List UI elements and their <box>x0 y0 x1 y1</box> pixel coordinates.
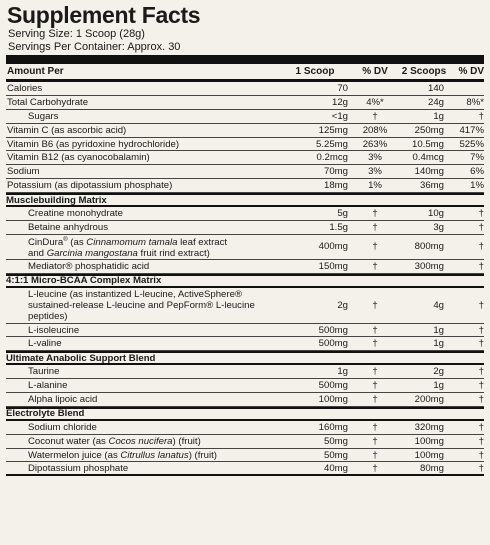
row-name: Sodium <box>7 166 40 178</box>
row-s2: 800mg <box>414 241 444 253</box>
row-dv2: † <box>478 207 484 219</box>
table-row <box>6 179 484 193</box>
row-s2: 1g <box>433 380 444 392</box>
row-dv1: † <box>372 207 378 219</box>
row-dv1: † <box>372 260 378 272</box>
row-dv1: † <box>372 393 378 405</box>
row-dv2: 7% <box>470 152 484 164</box>
row-dv1: † <box>372 110 378 122</box>
row-s2: 140mg <box>414 166 444 178</box>
section-title: Electrolyte Blend <box>6 408 85 420</box>
row-s2: 3g <box>433 221 444 233</box>
row-dv1: 3% <box>368 152 382 164</box>
row-dv1: 208% <box>362 124 388 136</box>
row-s2: 80mg <box>420 462 444 474</box>
row-dv1: 3% <box>368 166 382 178</box>
table-row <box>6 124 484 138</box>
row-name: Total Carbohydrate <box>7 96 89 108</box>
row-s1: 500mg <box>318 324 348 336</box>
row-dv1: † <box>372 221 378 233</box>
row-s1: 50mg <box>324 435 348 447</box>
row-name: L-valine <box>28 338 62 350</box>
row-dv2: † <box>478 324 484 336</box>
row-s1: 18mg <box>324 180 348 192</box>
section-title: Musclebuilding Matrix <box>6 194 107 206</box>
section-title: 4:1:1 Micro-BCAA Complex Matrix <box>6 275 162 287</box>
table-row <box>6 110 484 124</box>
row-s1: 5.25mg <box>316 138 348 150</box>
row-s1: <1g <box>331 110 348 122</box>
row-name: Vitamin B6 (as pyridoxine hydrochloride) <box>7 138 180 150</box>
table-row <box>6 82 484 96</box>
table-row <box>6 235 484 260</box>
row-dv1: † <box>372 324 378 336</box>
row-s1: 125mg <box>318 124 348 136</box>
row-name: Alpha lipoic acid <box>28 393 98 405</box>
row-dv2: † <box>478 241 484 253</box>
row-name: Sodium chloride <box>28 421 97 433</box>
row-dv2: † <box>478 110 484 122</box>
table-row <box>6 421 484 435</box>
row-name: Vitamin B12 (as cyanocobalamin) <box>7 152 150 164</box>
row-dv1: † <box>372 435 378 447</box>
table-row <box>6 288 484 324</box>
row-dv2: † <box>478 366 484 378</box>
row-s1: 50mg <box>324 449 348 461</box>
row-name: L-alanine <box>28 380 68 392</box>
table-row <box>6 435 484 449</box>
row-dv1: † <box>372 462 378 474</box>
row-s2: 36mg <box>420 180 444 192</box>
row-name: Calories <box>7 82 43 94</box>
table-row <box>6 221 484 235</box>
row-dv2: † <box>478 221 484 233</box>
table-row <box>6 151 484 165</box>
panel-title: Supplement Facts <box>7 2 201 28</box>
row-dv1: 4%* <box>366 96 384 108</box>
table-row <box>6 337 484 351</box>
serving-size: Serving Size: 1 Scoop (28g) <box>8 28 145 40</box>
row-dv1: † <box>372 338 378 350</box>
row-dv2: † <box>478 421 484 433</box>
row-dv2: † <box>478 380 484 392</box>
row-dv2: 8%* <box>466 96 484 108</box>
row-s1: 5g <box>337 207 348 219</box>
row-s1: 0.2mcg <box>316 152 348 164</box>
section-title: Ultimate Anabolic Support Blend <box>6 352 156 364</box>
row-s2: 10.5mg <box>412 138 444 150</box>
table-row <box>6 165 484 179</box>
row-s1: 70 <box>337 82 348 94</box>
header-amount: Amount Per <box>7 66 64 77</box>
table-row <box>6 365 484 379</box>
row-name: L-leucine (as instantized L-leucine, ActiveSphere® sustained-release L-leucine and PepForm® L-leucine peptides) <box>28 288 255 322</box>
row-s1: 1.5g <box>329 221 348 233</box>
row-s2: 2g <box>433 366 444 378</box>
row-dv1: † <box>372 366 378 378</box>
row-dv1: † <box>372 449 378 461</box>
row-name: Dipotassium phosphate <box>28 462 129 474</box>
row-s2: 300mg <box>414 260 444 272</box>
row-dv2: † <box>478 462 484 474</box>
column-header <box>6 64 484 82</box>
row-s2: 100mg <box>414 435 444 447</box>
row-dv1: 263% <box>362 138 388 150</box>
header-scoop1: 1 Scoop <box>295 66 335 77</box>
header-dv1: % DV <box>362 66 388 77</box>
row-dv2: 6% <box>470 166 484 178</box>
row-dv2: † <box>478 260 484 272</box>
row-s2: 4g <box>433 299 444 311</box>
row-dv1: † <box>372 421 378 433</box>
row-name: Watermelon juice (as Citrullus lanatus) (fruit) <box>28 449 217 461</box>
row-s2: 0.4mcg <box>412 152 444 164</box>
row-s2: 24g <box>427 96 444 108</box>
row-dv2: 525% <box>459 138 484 150</box>
table-row <box>6 207 484 221</box>
row-s2: 1g <box>433 324 444 336</box>
table-row <box>6 393 484 407</box>
table-row <box>6 260 484 274</box>
row-name: Mediator® phosphatidic acid <box>28 260 150 272</box>
row-name: Taurine <box>28 366 60 378</box>
header-scoop2: 2 Scoops <box>401 66 447 77</box>
row-name: Potassium (as dipotassium phosphate) <box>7 180 173 192</box>
servings-per-container: Servings Per Container: Approx. 30 <box>8 40 181 53</box>
row-s1: 70mg <box>324 166 348 178</box>
row-s1: 500mg <box>318 338 348 350</box>
table-row <box>6 324 484 338</box>
row-s2: 1g <box>433 110 444 122</box>
thick-divider <box>6 55 484 64</box>
row-s2: 250mg <box>414 124 444 136</box>
table-row <box>6 96 484 110</box>
row-name: Sugars <box>28 110 59 122</box>
row-s1: 500mg <box>318 380 348 392</box>
table-row <box>6 449 484 463</box>
row-name: CinDura® (as Cinnamomum tamala leaf extract and Garcinia mangostana fruit rind extract) <box>28 236 228 259</box>
row-name: Creatine monohydrate <box>28 207 123 219</box>
row-s1: 1g <box>337 366 348 378</box>
row-dv2: † <box>478 449 484 461</box>
table-row <box>6 138 484 152</box>
section-header-anabolic <box>6 351 484 365</box>
row-dv1: † <box>372 241 378 253</box>
row-name: Betaine anhydrous <box>28 221 109 233</box>
row-dv1: 1% <box>368 180 382 192</box>
row-name: L-isoleucine <box>28 324 80 336</box>
section-header-bcaa <box>6 274 484 288</box>
row-dv1: † <box>372 299 378 311</box>
table-row <box>6 462 484 476</box>
row-s1: 100mg <box>318 393 348 405</box>
row-s1: 400mg <box>318 241 348 253</box>
section-header-muscle <box>6 193 484 207</box>
row-dv2: 417% <box>459 124 484 136</box>
row-s2: 1g <box>433 338 444 350</box>
row-dv2: † <box>478 299 484 311</box>
row-s1: 2g <box>337 299 348 311</box>
row-dv2: † <box>478 338 484 350</box>
row-s2: 10g <box>427 207 444 219</box>
row-s2: 200mg <box>414 393 444 405</box>
row-s1: 40mg <box>324 462 348 474</box>
row-dv1: † <box>372 380 378 392</box>
row-s1: 150mg <box>318 260 348 272</box>
row-name: Coconut water (as Cocos nucifera) (fruit) <box>28 435 201 447</box>
row-dv2: † <box>478 393 484 405</box>
row-s2: 140 <box>427 82 444 94</box>
row-dv2: † <box>478 435 484 447</box>
row-dv2: 1% <box>470 180 484 192</box>
section-header-electrolyte <box>6 407 484 421</box>
row-s1: 12g <box>331 96 348 108</box>
row-s2: 320mg <box>414 421 444 433</box>
row-s1: 160mg <box>318 421 348 433</box>
row-s2: 100mg <box>414 449 444 461</box>
table-row <box>6 379 484 393</box>
row-name: Vitamin C (as ascorbic acid) <box>7 124 127 136</box>
header-dv2: % DV <box>458 66 484 77</box>
